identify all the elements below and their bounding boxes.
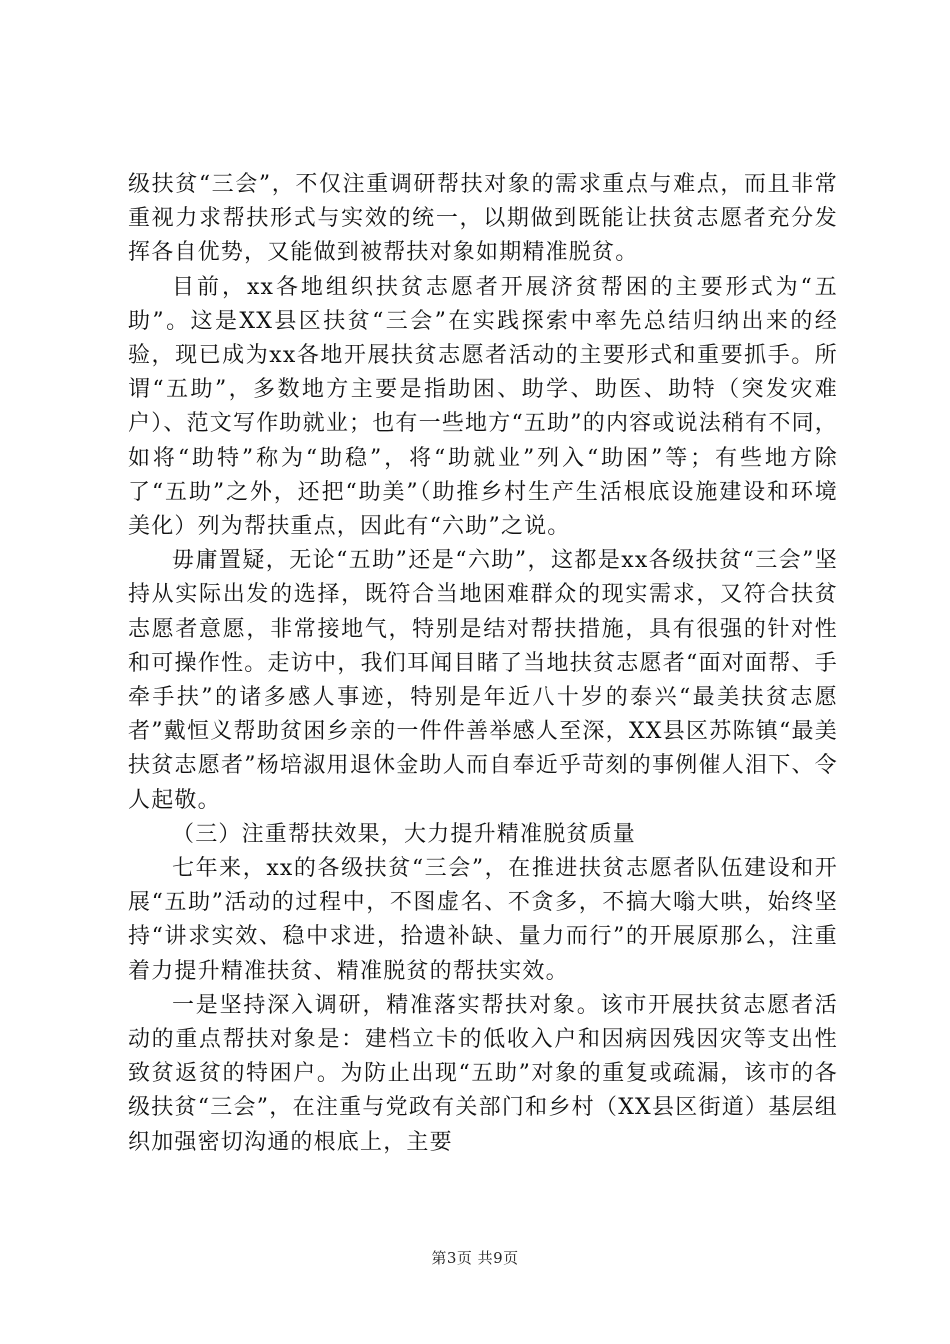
paragraph-undoubtedly: 毋庸置疑，无论“五助”还是“六助”，这都是xx各级扶贫“三会”坚持从实际出发的选择，既符合当地困难群众的现实需求，又符合扶贫志愿者意愿，非常接地气，特别是结对帮扶措施，具有很强的针对性和可操作性。走访中，我们耳闻目睹了当地扶贫志愿者“面对面帮、手牵手扶”的诸多感人事迹，特别是年近八十岁的泰兴“最美扶贫志愿者”戴恒义帮助贫困乡亲的一件件善举感人至深，XX县区苏陈镇“最美扶贫志愿者”杨培淑用退休金助人而自奉近乎苛刻的事例催人泪下、令人起敬。 xyxy=(128,548,838,813)
page-footer: 第3页 共9页 xyxy=(431,1249,519,1267)
section-heading-three: （三）注重帮扶效果，大力提升精准脱贫质量 xyxy=(172,821,637,847)
paragraph-seven-years: 七年来，xx的各级扶贫“三会”，在推进扶贫志愿者队伍建设和开展“五助”活动的过程中，不图虚名、不贪多，不搞大嗡大哄，始终坚持“讲求实效、稳中求进，拾遗补缺、量力而行”的开展原那么，注重着力提升精准扶贫、精准脱贫的帮扶实效。 xyxy=(128,856,838,984)
paragraph-continuation: 级扶贫“三会”，不仅注重调研帮扶对象的需求重点与难点，而且非常重视力求帮扶形式与实效的统一，以期做到既能让扶贫志愿者充分发挥各自优势，又能做到被帮扶对象如期精准脱贫。 xyxy=(128,172,838,266)
paragraph-five-aids: 目前，xx各地组织扶贫志愿者开展济贫帮困的主要形式为“五助”。这是XX县区扶贫“三会”在实践探索中率先总结归纳出来的经验，现已成为xx各地开展扶贫志愿者活动的主要形式和重要抓手。所谓“五助”，多数地方主要是指助困、助学、助医、助特（突发灾难户）、范文写作助就业；也有一些地方“五助”的内容或说法稍有不同，如将“助特”称为“助稳”，将“助就业”列入“助困”等；有些地方除了“五助”之外，还把“助美”（助推乡村生产生活根底设施建设和环境美化）列为帮扶重点，因此有“六助”之说。 xyxy=(128,274,838,540)
paragraph-point-one: 一是坚持深入调研，精准落实帮扶对象。该市开展扶贫志愿者活动的重点帮扶对象是：建档立卡的低收入户和因病因残因灾等支出性致贫返贫的特困户。为防止出现“五助”对象的重复或疏漏，该市的各级扶贫“三会”，在注重与党政有关部门和乡村（XX县区街道）基层组织加强密切沟通的根底上，主要 xyxy=(128,992,838,1155)
document-body xyxy=(128,168,838,1160)
